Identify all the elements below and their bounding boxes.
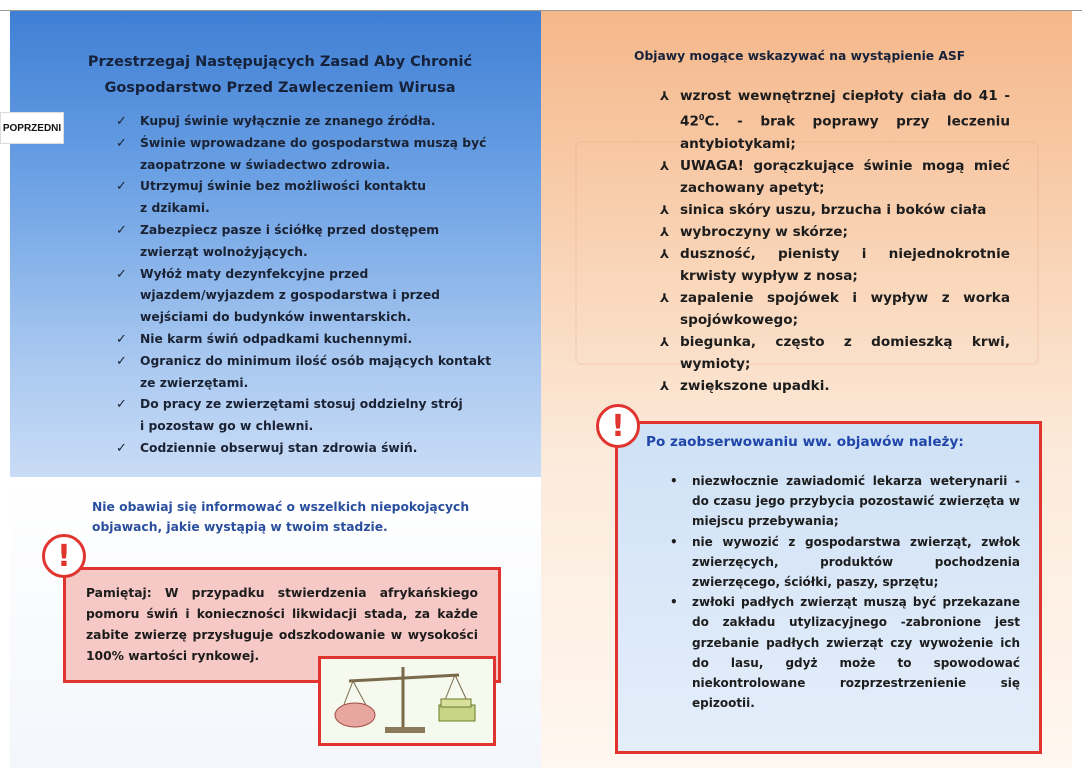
symptom-text: UWAGA! gorączkujące świnie mogą mieć zachowany apetyt;: [680, 157, 1010, 196]
symptom-item: [660, 155, 1010, 199]
rule-line: Utrzymuj świnie bez możliwości kontaktu: [140, 179, 427, 194]
symptom-item: [660, 331, 1010, 375]
symptom-item: [660, 221, 1010, 243]
leaflet-spread: [0, 11, 1082, 768]
checkmark-icon: ✓: [116, 440, 127, 456]
exclamation-icon: !: [596, 404, 640, 448]
rule-line: Do pracy ze zwierzętami stosuj oddzielny strój: [140, 397, 463, 412]
triangle-bullet-icon: ⅄: [660, 202, 670, 217]
rule-item: [112, 220, 492, 264]
rule-line: wjazdem/wyjazdem z gospodarstwa i przed: [140, 288, 440, 303]
previous-page-button[interactable]: POPRZEDNI: [0, 112, 64, 144]
rule-item: [112, 351, 492, 395]
action-text: niezwłocznie zawiadomić lekarza weterynarii - do czasu jego przybycia pozostawić zwierzęta w miejscu przebywania;: [692, 474, 1020, 529]
info-note: Nie obawiaj się informować o wszelkich niepokojących objawach, jakie wystąpią w twoim stadzie.: [92, 500, 470, 534]
rule-line: Świnie wprowadzane do gospodarstwa muszą być: [140, 135, 487, 150]
title-line-2: Gospodarstwo Przed Zawleczeniem Wirusa: [104, 80, 456, 96]
symptom-text: zwiększone upadki.: [680, 377, 830, 394]
rule-line: ze zwierzętami.: [140, 375, 249, 390]
triangle-bullet-icon: ⅄: [660, 378, 670, 393]
symptom-text: sinica skóry uszu, brzucha i boków ciała: [680, 201, 987, 218]
symptom-text: wybroczyny w skórze;: [680, 223, 848, 240]
bullet-dot-icon: •: [670, 595, 678, 610]
balance-scale-icon: [321, 659, 493, 743]
symptom-item: ⅄ wzrost wewnętrznej ciepłoty ciała do $41 - 42^0C$. - brak poprawy przy leczeniu antybiotykami;: [660, 85, 1010, 155]
rule-line: Nie karm świń odpadkami kuchennymi.: [140, 331, 413, 346]
triangle-bullet-icon: ⅄: [660, 89, 670, 103]
triangle-bullet-icon: ⅄: [660, 246, 670, 261]
rule-item: [112, 176, 492, 220]
title-line-1: Przestrzegaj Następujących Zasad Aby Chronić: [87, 54, 473, 70]
triangle-bullet-icon: ⅄: [660, 334, 670, 349]
rule-line: Zabezpiecz pasze i ściółkę przed dostępem: [140, 222, 440, 237]
rule-line: i pozostaw go w chlewni.: [140, 419, 314, 434]
symptom-item: [660, 287, 1010, 331]
action-text: nie wywozić z gospodarstwa zwierząt, zwłok zwierzęcych, produktów pochodzenia zwierzęcego, ściółki, paszy, sprzętu;: [692, 534, 1020, 590]
symptom-item: [660, 375, 1010, 397]
rule-line: wejściami do budynków inwentarskich.: [140, 310, 412, 325]
checkmark-icon: ✓: [116, 135, 127, 151]
bullet-dot-icon: •: [670, 534, 678, 549]
symptom-text: zapalenie spojówek i wypływ z worka spojówkowego;: [680, 289, 1010, 328]
rule-line: zaopatrzone w świadectwo zdrowia.: [140, 157, 391, 172]
left-panel-title: [80, 49, 480, 101]
triangle-bullet-icon: ⅄: [660, 290, 670, 305]
rule-line: zwierząt wolnożyjących.: [140, 244, 308, 259]
checkmark-icon: ✓: [116, 179, 127, 195]
rule-item: [112, 329, 492, 351]
actions-list: [668, 471, 1020, 713]
action-item: [668, 532, 1020, 593]
triangle-bullet-icon: ⅄: [660, 158, 670, 173]
symptom-text: duszność, pienisty i niejednokrotnie krwisty wypływ z nosa;: [680, 245, 1010, 284]
symptom-text: biegunka, często z domieszką krwi, wymioty;: [680, 333, 1010, 372]
checkmark-icon: ✓: [116, 331, 127, 347]
rule-line: Ogranicz do minimum ilość osób mających kontakt: [140, 353, 492, 368]
checkmark-icon: ✓: [116, 353, 127, 369]
checkmark-icon: ✓: [116, 114, 127, 129]
symptom-item: [660, 199, 1010, 221]
triangle-bullet-icon: ⅄: [660, 224, 670, 239]
rule-item: [112, 264, 492, 329]
exclamation-icon: !: [42, 534, 86, 578]
rule-item: [112, 394, 492, 438]
action-item: [668, 592, 1020, 713]
rule-line: z dzikami.: [140, 201, 210, 216]
compensation-alert-text: Pamiętaj: W przypadku stwierdzenia afrykańskiego pomoru świń i konieczności likwidacji stada, za każde zabite zwierzę przysługuje odszkodowanie w wysokości 100% wartości rynkowej.: [86, 586, 478, 663]
prevention-rules-list: [112, 111, 492, 460]
rule-item: [112, 133, 492, 177]
rule-item: [112, 111, 492, 133]
action-alert-title: Po zaobserwowaniu ww. objawów należy:: [646, 434, 964, 450]
symptoms-list: [660, 85, 1010, 397]
checkmark-icon: ✓: [116, 397, 127, 413]
checkmark-icon: ✓: [116, 222, 127, 238]
bullet-dot-icon: •: [670, 474, 678, 488]
scale-illustration: [318, 656, 496, 746]
rule-line: Codziennie obserwuj stan zdrowia świń.: [140, 440, 418, 455]
rule-item: [112, 438, 492, 460]
rule-line: Kupuj świnie wyłącznie ze znanego źródła.: [140, 114, 436, 128]
checkmark-icon: ✓: [116, 266, 127, 282]
action-item: [668, 471, 1020, 532]
action-text: zwłoki padłych zwierząt muszą być przekazane do zakładu utylizacyjnego -zabronione jest grzebanie padłych zwierząt czy wywożenie ich do lasu, gdyż może to spowodować niekontrolowane rozprzestrzenienie się epizootii.: [692, 595, 1020, 711]
rule-line: Wyłóż maty dezynfekcyjne przed: [140, 266, 369, 281]
symptom-item: [660, 243, 1010, 287]
symptoms-heading: Objawy mogące wskazywać na wystąpienie ASF: [634, 49, 966, 63]
